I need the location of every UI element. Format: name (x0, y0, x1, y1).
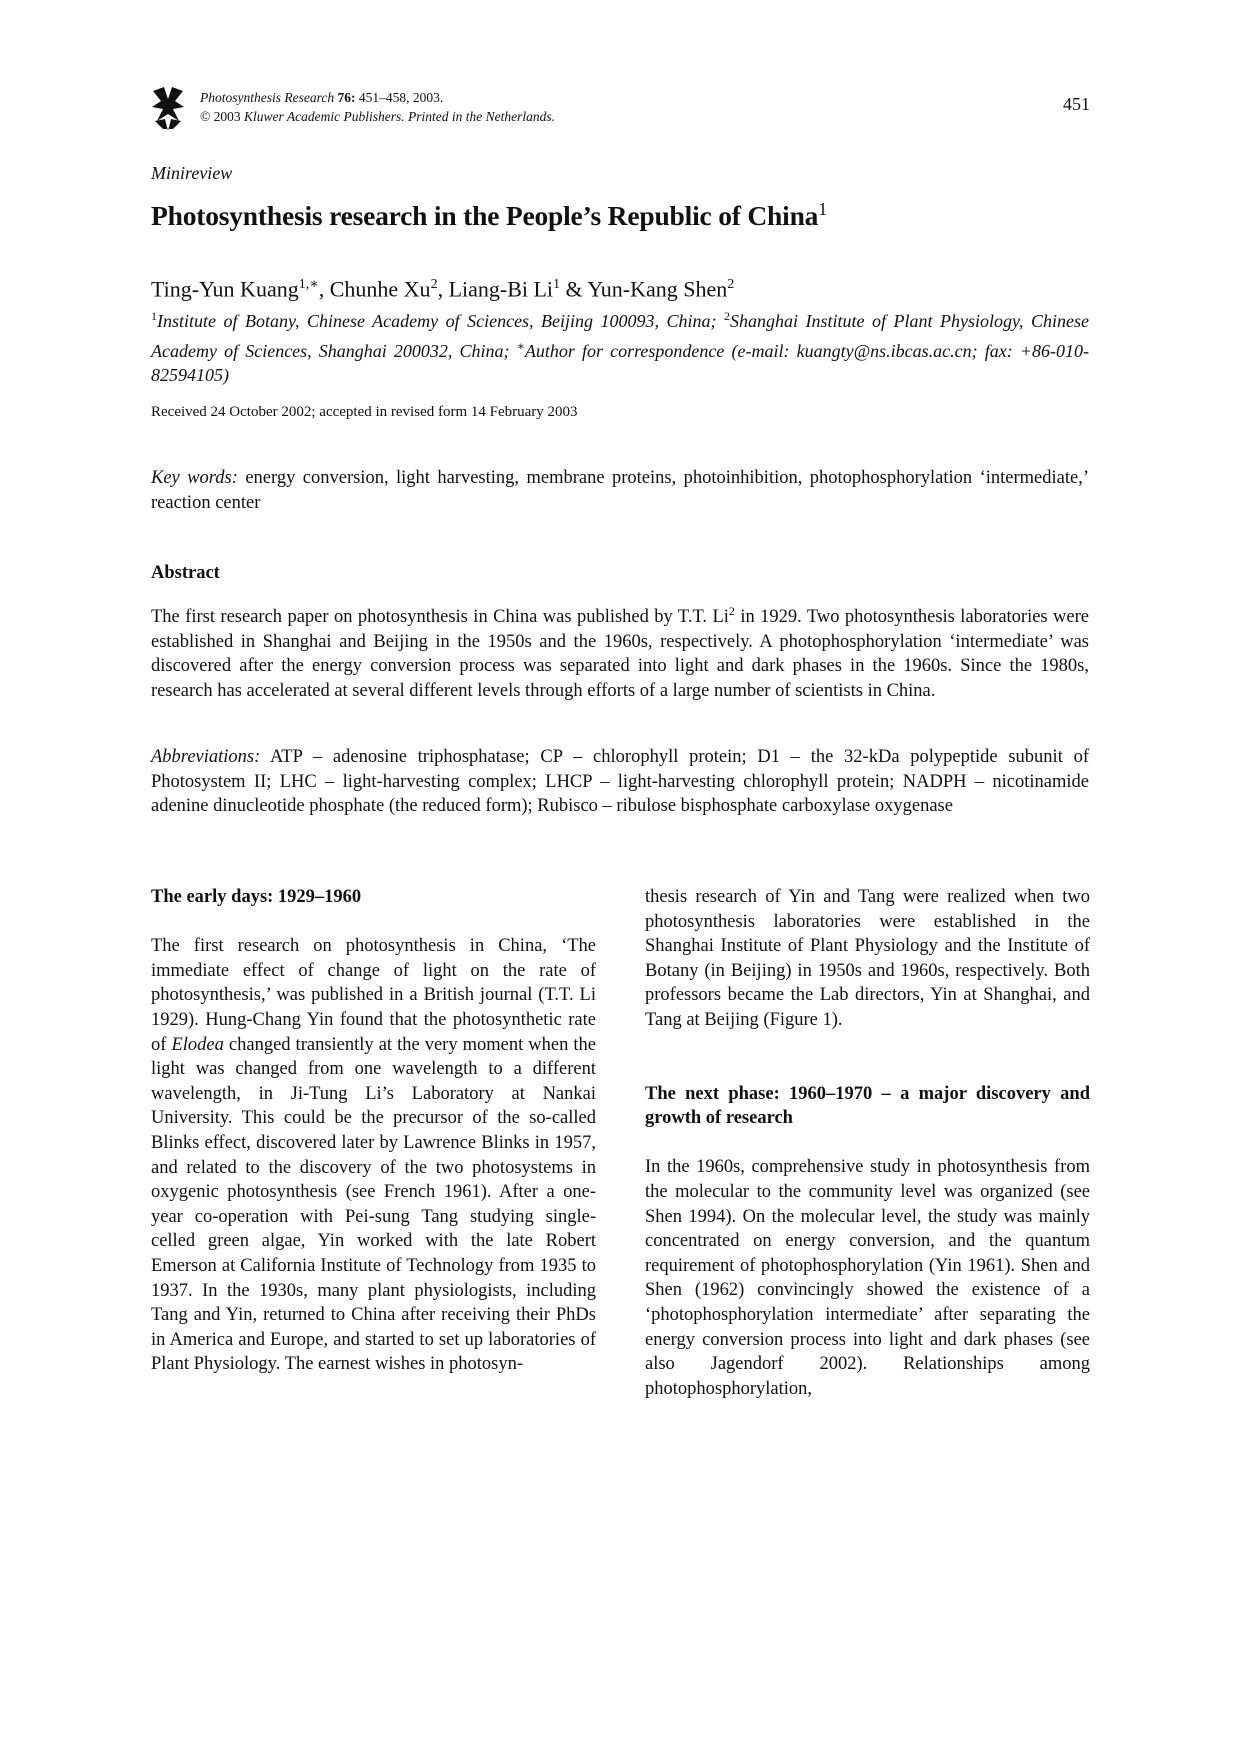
right-column (645, 885, 1090, 1401)
article-title (151, 199, 827, 232)
author-list (151, 276, 734, 302)
author-name: Liang-Bi Li (448, 276, 554, 302)
article-title-text: Photosynthesis research in the People’s Republic of China (151, 200, 819, 232)
early-paragraph (151, 934, 596, 1377)
author-separator: & (560, 276, 588, 302)
abstract-heading: Abstract (151, 563, 220, 583)
received-dates: Received 24 October 2002; accepted in revised form 14 February 2003 (151, 404, 578, 420)
paragraph-text: The first research on photosynthesis in China, ‘The immediate effect of change of light on the rate of photosynthesis,’ was published in a British journal (T.T. Li 1929). Hung-Chang Yin found that the photosynthetic rate of (151, 936, 596, 1055)
next-paragraph: In the 1960s, comprehensive study in photosynthesis from the molecular to the community level was organized (see Shen 1994). On the molecular level, the study was mainly concentrated on energy conversion, and the quantum requirement of photophosphorylation (Yin 1961). Shen and Shen (1962) convincingly showed the existence of a ‘photophosphorylation intermediate’ after separating the energy conversion process into light and dark phases (see also Jagendorf 2002). Relationships among photophosphorylation, (645, 1157, 1090, 1399)
paragraph-italic: Elodea (171, 1034, 224, 1055)
running-header (200, 88, 555, 126)
abbreviations-label: Abbreviations: (151, 747, 261, 767)
author-name: Ting-Yun Kuang (151, 276, 299, 302)
paragraph-text: changed transiently at the very moment when the light was changed from one wavelength to a different wavelength, in Ji-Tung Li’s Laboratory at Nankai University. This could be the precursor of the so-called Blinks effect, discovered later by Lawrence Blinks in 1957, and related to the discovery of the two photosystems in oxygenic photosynthesis (see French 1961). After a one-year co-operation with Pei-sung Tang studying single-celled green algae, Yin worked with the late Robert Emerson at California Institute of Technology from 1935 to 1937. In the 1930s, many plant physiologists, including Tang and Yin, returned to China after receiving their PhDs in America and Europe, and started to set up laboratories of Plant Physiology. The earnest wishes in photosyn- (151, 1034, 596, 1375)
author-separator: , (437, 276, 449, 302)
journal-pages: 451–458, 2003. (358, 90, 444, 105)
title-footnote-mark: 1 (818, 199, 828, 219)
affiliation-1: Institute of Botany, Chinese Academy of Sciences, Beijing 100093, China; (157, 311, 725, 331)
publisher-logo-icon (151, 85, 185, 132)
author-separator: , (318, 276, 330, 302)
journal-volume: 76: (337, 90, 356, 105)
author-sup: 2 (430, 277, 438, 292)
section-heading-next: The next phase: 1960–1970 – a major discovery and growth of research (645, 1083, 1090, 1129)
affiliation-2: Shanghai Institute of Plant Physiology, Chinese Academy of Sciences, Shanghai 200032, China; (151, 311, 1090, 361)
abstract-part: in 1929. Two photosynthesis laboratories were established in Shanghai and Beijing in the 1950s and the 1960s, respectively. A photophosphorylation ‘intermediate’ was discovered after the energy conversion process was separated into light and dark phases in the 1960s. Since the 1980s, research has accelerated at several different levels through efforts of a large number of scientists in China. (151, 607, 1090, 701)
abstract-sup: 2 (728, 604, 735, 618)
author-name: Chunhe Xu (329, 276, 431, 302)
copyright-symbol: © (200, 109, 211, 124)
journal-name: Photosynthesis Research (200, 90, 335, 105)
affiliation-mark: ∗ (516, 338, 525, 353)
publisher-line: Kluwer Academic Publishers. Printed in the Netherlands. (244, 109, 555, 124)
abstract-part: The first research paper on photosynthesis in China was published by T.T. Li (151, 607, 729, 628)
abbreviations-text: ATP – adenosine triphosphatase; CP – chlorophyll protein; D1 – the 32-kDa polypeptide subunit of Photosystem II; LHC – light-harvesting complex; LHCP – light-harvesting chlorophyll protein; NADPH – nicotinamide adenine dinucleotide phosphate (the reduced form); Rubisco – ribulose bisphosphate carboxylase oxygenase (151, 747, 1089, 816)
author-sup: 1 (553, 277, 561, 292)
page-number: 451 (1063, 94, 1090, 114)
abbreviations (151, 745, 1089, 819)
keywords (151, 466, 1089, 515)
correspondence: Author for correspondence (e-mail: kuangty@ns.ibcas.ac.cn; fax: +86-010-82594105) (151, 340, 1089, 385)
section-heading-early: The early days: 1929–1960 (151, 887, 362, 907)
author-sup: 2 (727, 277, 735, 292)
affiliation-mark: 2 (724, 309, 731, 323)
left-column (151, 885, 596, 1377)
keywords-label: Key words: (151, 468, 238, 488)
right-paragraph-1: thesis research of Yin and Tang were realized when two photosynthesis laboratories were established in the Shanghai Institute of Plant Physiology and the Institute of Botany (in Beijing) in 1950s and 1960s, respectively. Both professors became the Lab directors, Yin at Shanghai, and Tang at Beijing (Figure 1). (645, 887, 1090, 1030)
abstract-text (151, 599, 1089, 703)
copyright-year: 2003 (213, 109, 241, 124)
affiliations (151, 304, 1089, 388)
keywords-text: energy conversion, light harvesting, membrane proteins, photoinhibition, photophosphorylation ‘intermediate,’ reaction center (151, 468, 1089, 513)
article-type: Minireview (151, 163, 233, 183)
author-sup: 1,∗ (298, 277, 319, 292)
affiliation-mark: 1 (151, 309, 157, 323)
author-name: Yun-Kang Shen (587, 276, 728, 302)
